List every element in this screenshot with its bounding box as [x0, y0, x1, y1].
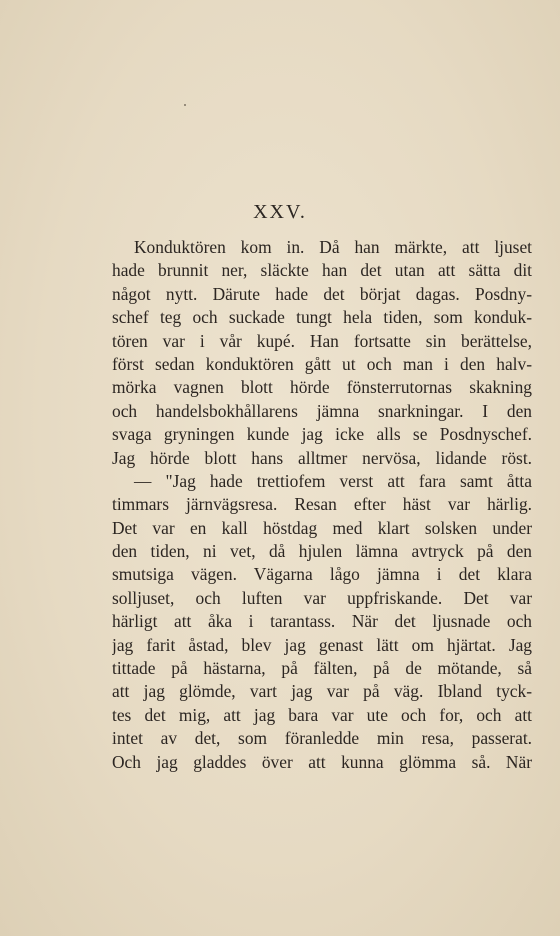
text-line: tes det mig, att jag bara var ute och for, och att — [112, 704, 532, 725]
text-line: tittade på hästarna, på fälten, på de mötande, så — [112, 658, 532, 679]
text-line: intet av det, som föranledde min resa, passerat. — [112, 728, 532, 749]
text-line: Och jag gladdes över att kunna glömma så. När — [112, 751, 532, 772]
chapter-heading: XXV. — [253, 201, 307, 223]
text-line: smutsiga vägen. Vägarna lågo jämna i det klara — [112, 564, 532, 585]
text-line: — "Jag hade trettiofem verst att fara samt åtta — [134, 470, 532, 491]
text-line: timmars järnvägsresa. Resan efter häst var härlig. — [112, 494, 532, 515]
text-line: och handelsbokhållarens jämna snarkningar. I den — [112, 400, 532, 421]
body-text — [112, 236, 532, 774]
text-line: schef teg och suckade tungt hela tiden, som konduk- — [112, 307, 532, 328]
text-line: att jag glömde, vart jag var på väg. Ibland tyck- — [112, 681, 532, 702]
text-line: tören var i vår kupé. Han fortsatte sin berättelse, — [112, 330, 532, 351]
text-line: först sedan konduktören gått ut och man i den halv- — [112, 353, 532, 374]
text-line: hade brunnit ner, släckte han det utan att sätta dit — [112, 260, 532, 281]
text-line: den tiden, ni vet, då hjulen lämna avtryck på den — [112, 541, 532, 562]
text-line: Konduktören kom in. Då han märkte, att ljuset — [134, 237, 532, 257]
text-line: Jag hörde blott hans alltmer nervösa, lidande röst. — [112, 447, 532, 468]
paper-speck — [184, 104, 186, 106]
text-line: svaga gryningen kunde jag icke alls se Posdnyschef. — [112, 424, 532, 445]
text-line: solljuset, och luften var uppfriskande. Det var — [112, 587, 532, 608]
text-line: jag farit åstad, blev jag genast lätt om hjärtat. Jag — [112, 634, 532, 655]
text-line: härligt att åka i tarantass. När det ljusnade och — [112, 611, 532, 632]
text-line: Det var en kall höstdag med klart solsken under — [112, 517, 532, 538]
text-line: mörka vagnen blott hörde fönsterrutornas skakning — [112, 377, 532, 398]
text-line: något nytt. Därute hade det börjat dagas. Posdny- — [112, 283, 532, 304]
